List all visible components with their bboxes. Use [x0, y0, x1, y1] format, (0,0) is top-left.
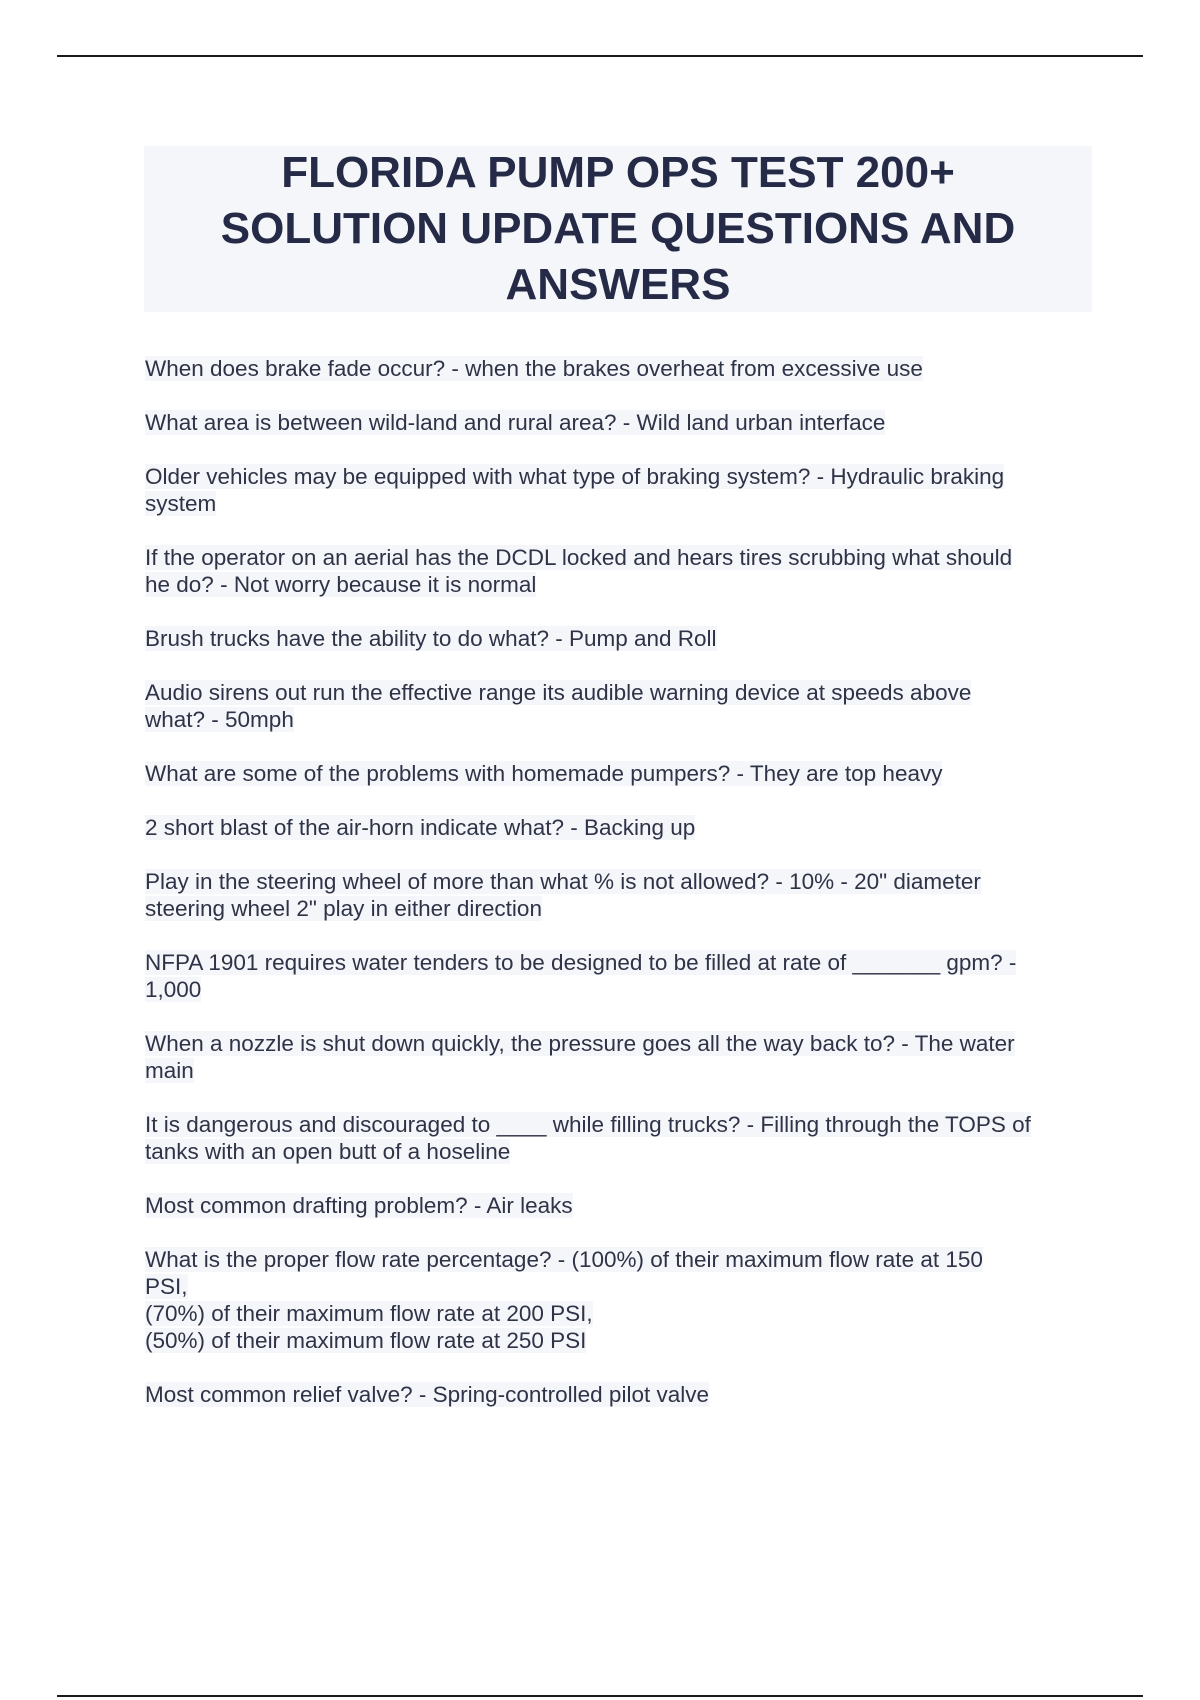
qa-text: What is the proper flow rate percentage? - (100%) of their maximum flow rate at 150 PSI, (70%) of their maximum flow rate at 200 PSI, (50%) of their maximum flow rate at 250 PSI — [145, 1247, 983, 1353]
qa-item-1 — [145, 355, 1091, 382]
qa-text: When a nozzle is shut down quickly, the pressure goes all the way back to? - The water main — [145, 1031, 1015, 1083]
qa-item-5 — [145, 625, 1091, 652]
qa-item-4 — [145, 544, 1091, 598]
qa-text: Most common relief valve? - Spring-controlled pilot valve — [145, 1382, 709, 1407]
document-title: FLORIDA PUMP OPS TEST 200+ SOLUTION UPDATE QUESTIONS AND ANSWERS — [220, 148, 1016, 309]
qa-item-8 — [145, 814, 1091, 841]
qa-item-14 — [145, 1246, 1091, 1354]
qa-text: What area is between wild-land and rural area? - Wild land urban interface — [145, 410, 886, 435]
qa-list — [145, 355, 1091, 1435]
qa-text: What are some of the problems with homemade pumpers? - They are top heavy — [145, 761, 943, 786]
qa-item-2 — [145, 409, 1091, 436]
qa-item-7 — [145, 760, 1091, 787]
qa-text: When does brake fade occur? - when the brakes overheat from excessive use — [145, 356, 923, 381]
qa-item-9 — [145, 868, 1091, 922]
qa-text: Audio sirens out run the effective range its audible warning device at speeds above what? - 50mph — [145, 680, 972, 732]
qa-text: If the operator on an aerial has the DCDL locked and hears tires scrubbing what should he do? - Not worry because it is normal — [145, 545, 1013, 597]
qa-item-15 — [145, 1381, 1091, 1408]
bottom-rule — [57, 1695, 1143, 1697]
qa-item-11 — [145, 1030, 1091, 1084]
top-rule — [57, 55, 1143, 57]
qa-item-3 — [145, 463, 1091, 517]
qa-text: Older vehicles may be equipped with what type of braking system? - Hydraulic braking system — [145, 464, 1005, 516]
title-box — [144, 146, 1092, 312]
qa-text: Play in the steering wheel of more than what % is not allowed? - 10% - 20" diameter steering wheel 2" play in either direction — [145, 869, 981, 921]
qa-text: Brush trucks have the ability to do what? - Pump and Roll — [145, 626, 717, 651]
qa-text: 2 short blast of the air-horn indicate what? - Backing up — [145, 815, 696, 840]
qa-item-6 — [145, 679, 1091, 733]
qa-text: It is dangerous and discouraged to ____ while filling trucks? - Filling through the TOPS of tanks with an open butt of a hoseline — [145, 1112, 1031, 1164]
qa-text: Most common drafting problem? - Air leaks — [145, 1193, 573, 1218]
qa-text: NFPA 1901 requires water tenders to be designed to be filled at rate of _______ gpm? - 1,000 — [145, 950, 1017, 1002]
qa-item-10 — [145, 949, 1091, 1003]
qa-item-12 — [145, 1111, 1091, 1165]
qa-item-13 — [145, 1192, 1091, 1219]
